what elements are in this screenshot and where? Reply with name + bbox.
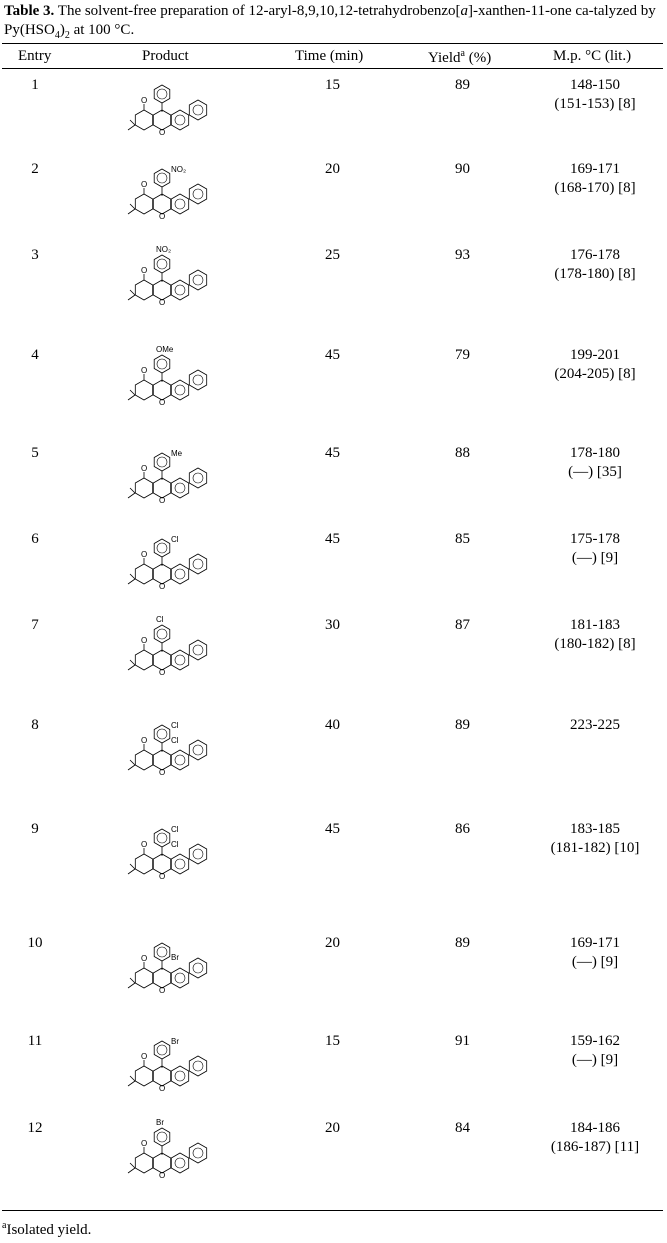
cell-lit: (186-187) [11] [550, 1139, 640, 1155]
cell-lit: (178-180) [8] [554, 266, 636, 282]
cell-lit: (204-205) [8] [554, 366, 636, 382]
cell-time: 20 [325, 161, 340, 177]
caption-sub2: 2 [64, 30, 70, 41]
svg-text:O: O [159, 496, 166, 505]
cell-entry: 1 [31, 77, 39, 93]
cell-lit: (151-153) [8] [554, 96, 636, 112]
cell-lit: (168-170) [8] [554, 180, 636, 196]
cell-yield: 86 [455, 821, 470, 837]
caption-text-post: ) [59, 22, 65, 38]
cell-yield: 91 [455, 1033, 470, 1049]
svg-text:O: O [159, 398, 166, 407]
footnote: $^a$Isolated yield. [2, 1220, 92, 1238]
cell-mp: 184-186 [570, 1120, 620, 1136]
cell-yield: 89 [455, 717, 470, 733]
bottom-rule [2, 1210, 663, 1211]
caption-italic: a [460, 3, 469, 19]
cell-entry: 11 [27, 1033, 43, 1049]
cell-lit: (181-182) [10] [550, 840, 640, 856]
cell-lit: (—) [9] [571, 1052, 619, 1068]
cell-yield: 85 [455, 531, 470, 547]
svg-text:NO₂: NO₂ [171, 165, 187, 174]
cell-mp: 181-183 [570, 617, 620, 633]
cell-entry: 8 [31, 717, 39, 733]
product-structure [122, 1034, 217, 1096]
svg-text:O: O [141, 366, 148, 375]
cell-lit: (180-182) [8] [554, 636, 636, 652]
caption-label: Table 3. [4, 3, 55, 19]
svg-text:O: O [141, 736, 148, 745]
svg-text:O: O [159, 872, 166, 881]
cell-time: 25 [325, 247, 340, 263]
product-structure [122, 532, 217, 594]
svg-text:O: O [141, 266, 148, 275]
cell-yield: 89 [455, 77, 470, 93]
svg-text:O: O [159, 1084, 166, 1093]
header-yield: Yield$^a$ (%) [428, 48, 492, 66]
svg-text:Cl: Cl [171, 840, 179, 849]
product-structure [122, 1118, 217, 1183]
cell-entry: 6 [31, 531, 39, 547]
cell-time: 15 [325, 77, 340, 93]
header-product: Product [142, 48, 189, 64]
product-structure [122, 615, 217, 680]
header-time: Time (min) [295, 48, 364, 64]
caption-text: The solvent-free preparation of 12-aryl-8,9,10,12-tetrahydrobenzo[ [54, 3, 461, 19]
cell-time: 20 [325, 1120, 340, 1136]
table-caption [4, 2, 664, 45]
cell-mp: 159-162 [570, 1033, 620, 1049]
caption-text-mid: ]-xanthen-11-one ca-talyzed by Py(HSO [4, 3, 656, 38]
product-structure [122, 718, 217, 780]
cell-lit: (—) [9] [571, 550, 619, 566]
cell-yield: 93 [455, 247, 470, 263]
svg-text:O: O [141, 96, 148, 105]
svg-text:Cl: Cl [171, 736, 179, 745]
svg-text:O: O [141, 1052, 148, 1061]
cell-mp: 169-171 [570, 161, 620, 177]
cell-time: 45 [325, 445, 340, 461]
svg-text:O: O [159, 986, 166, 995]
cell-entry: 12 [27, 1120, 43, 1136]
product-structure [122, 822, 217, 884]
cell-mp: 178-180 [570, 445, 620, 461]
svg-text:Br: Br [156, 1118, 164, 1127]
svg-text:NO₂: NO₂ [156, 245, 172, 254]
svg-text:O: O [159, 768, 166, 777]
svg-text:O: O [159, 212, 166, 221]
cell-mp: 223-225 [570, 717, 620, 733]
product-structure [122, 78, 217, 140]
svg-text:O: O [159, 582, 166, 591]
caption-sub: 4 [54, 30, 60, 41]
cell-mp: 176-178 [570, 247, 620, 263]
svg-text:O: O [141, 550, 148, 559]
cell-time: 45 [325, 347, 340, 363]
svg-text:O: O [141, 840, 148, 849]
cell-entry: 9 [31, 821, 39, 837]
cell-time: 45 [325, 531, 340, 547]
cell-entry: 3 [31, 247, 39, 263]
cell-time: 45 [325, 821, 340, 837]
cell-yield: 87 [455, 617, 470, 633]
svg-text:Cl: Cl [171, 721, 179, 730]
svg-text:O: O [159, 1171, 166, 1180]
cell-mp: 183-185 [570, 821, 620, 837]
cell-time: 40 [325, 717, 340, 733]
svg-text:O: O [159, 298, 166, 307]
header-rule [2, 68, 663, 69]
svg-text:O: O [141, 1139, 148, 1148]
svg-text:OMe: OMe [156, 345, 174, 354]
svg-text:Cl: Cl [156, 615, 164, 624]
svg-text:O: O [141, 636, 148, 645]
cell-yield: 84 [455, 1120, 470, 1136]
header-mp: M.p. °C (lit.) [553, 48, 632, 64]
cell-mp: 175-178 [570, 531, 620, 547]
product-structure [122, 245, 217, 310]
cell-lit: (—) [9] [571, 954, 619, 970]
product-structure [122, 345, 217, 410]
header-entry: Entry [18, 48, 52, 64]
svg-text:Br: Br [171, 1037, 179, 1046]
cell-yield: 88 [455, 445, 470, 461]
cell-entry: 7 [31, 617, 39, 633]
cell-entry: 5 [31, 445, 39, 461]
cell-lit: (—) [35] [568, 464, 622, 480]
cell-yield: 90 [455, 161, 470, 177]
cell-mp: 199-201 [570, 347, 620, 363]
svg-text:Cl: Cl [171, 535, 179, 544]
cell-yield: 79 [455, 347, 470, 363]
cell-time: 20 [325, 935, 340, 951]
svg-text:Br: Br [171, 953, 179, 962]
svg-text:O: O [159, 128, 166, 137]
svg-text:O: O [159, 668, 166, 677]
svg-text:Cl: Cl [171, 825, 179, 834]
cell-mp: 148-150 [570, 77, 620, 93]
cell-entry: 2 [31, 161, 39, 177]
caption-text-end: at 100 °C. [69, 22, 135, 38]
svg-text:O: O [141, 464, 148, 473]
top-rule [2, 43, 663, 44]
svg-text:O: O [141, 954, 148, 963]
product-structure [122, 446, 217, 508]
svg-text:Me: Me [171, 449, 183, 458]
cell-entry: 4 [31, 347, 39, 363]
cell-yield: 89 [455, 935, 470, 951]
product-structure [122, 162, 217, 224]
cell-entry: 10 [27, 935, 43, 951]
cell-time: 15 [325, 1033, 340, 1049]
svg-text:O: O [141, 180, 148, 189]
cell-time: 30 [325, 617, 340, 633]
product-structure [122, 936, 217, 998]
cell-mp: 169-171 [570, 935, 620, 951]
